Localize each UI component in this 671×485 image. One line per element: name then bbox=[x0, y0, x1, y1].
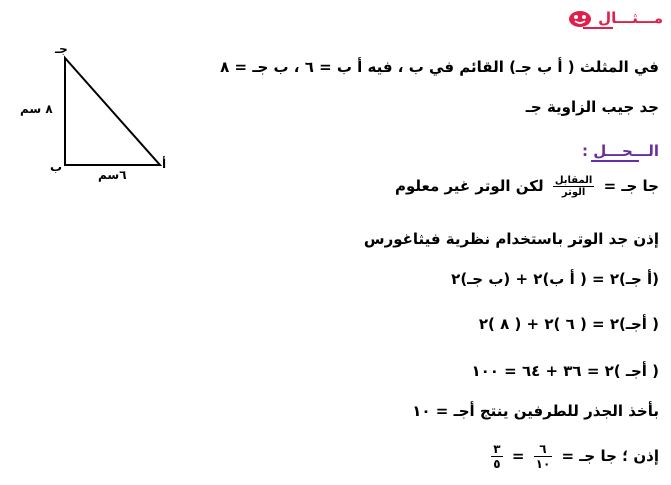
final-left-text: إذن ؛ جا جـ = bbox=[561, 447, 659, 465]
solution-underline bbox=[591, 160, 639, 162]
final-fraction-2 bbox=[491, 442, 502, 471]
solution-header bbox=[582, 141, 659, 160]
smiley-icon bbox=[567, 9, 593, 29]
sine-numerator: المقابل bbox=[554, 175, 593, 186]
problem-line-1: في المثلث ( أ ب جـ) القائم في ب ، فيه أ ب = ٦ ، ب جـ = ٨ bbox=[220, 58, 659, 76]
vertex-top-label: جـ bbox=[55, 42, 68, 56]
final-fraction-1-numerator: ٦ bbox=[534, 442, 553, 457]
vertex-bottom-left-label: ب bbox=[50, 160, 63, 174]
example-underline bbox=[583, 27, 613, 29]
equation-2: ( أجـ)٢ = ( ٦ )٢ + ( ٨ )٢ bbox=[478, 315, 659, 333]
final-fraction-1-denominator: ١٠ bbox=[535, 457, 551, 471]
vertex-bottom-right-label: أ bbox=[162, 157, 167, 171]
sine-fraction bbox=[553, 175, 595, 198]
final-fraction-2-denominator: ٥ bbox=[493, 457, 501, 471]
side-horizontal-label: ٦سم bbox=[98, 168, 127, 182]
sine-denominator: الوتر bbox=[561, 187, 586, 198]
final-answer bbox=[487, 442, 659, 471]
final-fraction-1 bbox=[534, 442, 553, 471]
final-fraction-2-numerator: ٣ bbox=[493, 442, 501, 456]
solution-header-label: الـــحـــل : bbox=[582, 142, 659, 160]
example-header-label: مـــثـــال bbox=[598, 9, 663, 27]
pythagoras-line: إذن جد الوتر باستخدام نظرية فيثاغورس bbox=[363, 230, 659, 248]
example-header bbox=[567, 8, 663, 29]
sqrt-line: بأخذ الجذر للطرفين ينتج أجـ = ١٠ bbox=[412, 402, 659, 420]
problem-line-2: جد جيب الزاوية جـ bbox=[525, 98, 659, 116]
sine-right-text: لكن الوتر غير معلوم bbox=[394, 177, 544, 195]
sine-left-text: جا جـ = bbox=[603, 177, 659, 195]
sine-definition bbox=[395, 175, 659, 198]
final-equals-sign: = bbox=[511, 447, 525, 465]
triangle-diagram bbox=[20, 40, 180, 185]
equation-1: (أ جـ)٢ = ( أ ب)٢ + (ب جـ)٢ bbox=[451, 270, 659, 288]
side-vertical-label: ٨ سم bbox=[20, 102, 53, 116]
equation-3: ( أجـ )٢ = ٣٦ + ٦٤ = ١٠٠ bbox=[471, 362, 659, 380]
